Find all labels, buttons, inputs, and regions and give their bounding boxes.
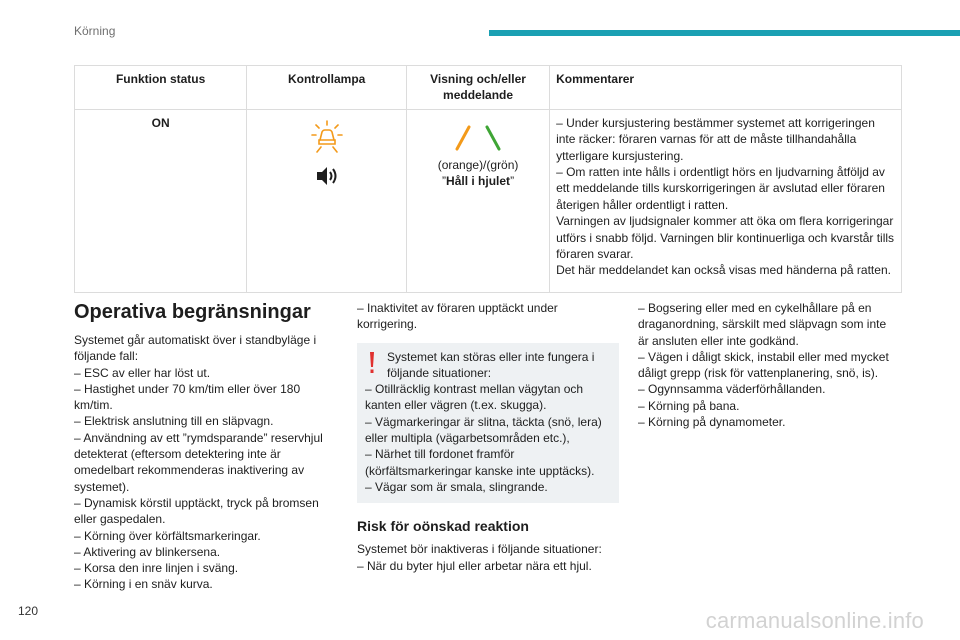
list-item: – Närhet till fordonet framför (körfältsmarkeringar kanske inte upptäcks). bbox=[365, 447, 595, 478]
watermark: carmanualsonline.info bbox=[705, 608, 924, 633]
display-message: ”Håll i hjulet” bbox=[442, 174, 515, 189]
section-intro: Systemet går automatiskt över i standbyläge i följande fall: bbox=[74, 333, 317, 364]
section-intro: Systemet bör inaktiveras i följande situationer: bbox=[357, 542, 602, 557]
list-item: – Användning av ett ”rymdsparande” reservhjul detekterat (eftersom detektering inte är omedelbart rekommenderas inaktivering av systemet). bbox=[74, 430, 323, 494]
col-header-status: Funktion status bbox=[75, 66, 247, 110]
display-caption: (orange)/(grön) bbox=[437, 157, 519, 172]
warning-intro: Systemet kan störas eller inte fungera i följande situationer: bbox=[387, 349, 595, 380]
list-item: – Körning på bana. bbox=[638, 398, 740, 413]
lane-lines-icon bbox=[443, 123, 513, 153]
table-header-row bbox=[75, 66, 902, 110]
list-item: – Körning över körfältsmarkeringar. bbox=[74, 528, 261, 543]
comment-line: – Under kursjustering bestämmer systemet att korrigeringen inte räcker: föraren varnas för att de måste tillhandahålla ytterligare kursjustering. bbox=[556, 115, 875, 163]
comment-line: Det här meddelandet kan också visas med händerna på ratten. bbox=[556, 263, 891, 278]
list-item: – ESC av eller har löst ut. bbox=[74, 365, 211, 380]
list-item: – Vägar som är smala, slingrande. bbox=[365, 479, 548, 494]
exclamation-icon bbox=[369, 352, 375, 374]
column-2 bbox=[357, 300, 619, 574]
warning-box bbox=[357, 343, 619, 504]
col-header-lamp: Kontrollampa bbox=[247, 66, 407, 110]
list-item: – Vägen i dåligt skick, instabil eller med mycket dåligt grepp (risk för vattenplanering, snö, is). bbox=[638, 349, 889, 381]
list-item: – Körning i en snäv kurva. bbox=[74, 577, 213, 592]
list-item: – Inaktivitet av föraren upptäckt under korrigering. bbox=[357, 301, 558, 332]
sound-speaker-icon bbox=[314, 163, 340, 189]
list-item: – Hastighet under 70 km/tim eller över 180 km/tim. bbox=[74, 381, 301, 413]
list-item: – När du byter hjul eller arbetar nära ett hjul. bbox=[357, 558, 592, 573]
column-3 bbox=[638, 300, 900, 430]
table-row bbox=[75, 109, 902, 292]
header-accent-bar bbox=[489, 30, 960, 36]
list-item: – Korsa den inre linjen i sväng. bbox=[74, 561, 239, 576]
display-cell bbox=[407, 109, 550, 292]
list-item: – Otillräcklig kontrast mellan vägytan och kanten eller vägren (t.ex. skugga). bbox=[365, 382, 584, 413]
list-item: – Elektrisk anslutning till en släpvagn. bbox=[74, 414, 274, 429]
section-title-unwanted-reaction: Risk för oönskad reaktion bbox=[357, 518, 529, 535]
comments-cell bbox=[550, 109, 902, 292]
list-item: – Vägmarkeringar är slitna, täckta (snö, lera) eller multipla (vägarbetsområden etc.), bbox=[365, 414, 602, 446]
list-item: – Ogynnsamma väderförhållanden. bbox=[638, 382, 826, 397]
col-header-display: Visning och/eller meddelande bbox=[407, 66, 550, 110]
page-number: 120 bbox=[18, 604, 39, 618]
status-cell: ON bbox=[75, 109, 247, 292]
list-item: – Dynamisk körstil upptäckt, tryck på bromsen eller gaspedalen. bbox=[74, 495, 319, 527]
list-item: – Aktivering av blinkersena. bbox=[74, 544, 221, 559]
running-header: Körning bbox=[74, 24, 116, 38]
lamp-cell bbox=[247, 109, 407, 292]
comment-line: Varningen av ljudsignaler kommer att öka om flera korrigeringar utförs i snabb följd. Varningen blir kontinuerliga och kvarstår tills föraren svarar. bbox=[556, 214, 895, 262]
column-1 bbox=[74, 300, 330, 593]
section-title-operating-limits: Operativa begränsningar bbox=[74, 301, 311, 323]
function-status-table bbox=[74, 65, 902, 293]
list-item: – Bogsering eller med en cykelhållare på en draganordning, särskilt med släpvagn som inte är ansluten eller inte godkänd. bbox=[638, 301, 887, 348]
lane-warning-lamp-icon bbox=[310, 119, 344, 153]
list-item: – Körning på dynamometer. bbox=[638, 415, 786, 430]
col-header-comments: Kommentarer bbox=[550, 66, 902, 110]
comment-line: – Om ratten inte hålls i ordentligt hörs en ljudvarning åtföljd av ett meddelande tills kurskorrigeringen är avslutad eller föraren återigen håller ordentligt i ratten. bbox=[556, 165, 885, 212]
